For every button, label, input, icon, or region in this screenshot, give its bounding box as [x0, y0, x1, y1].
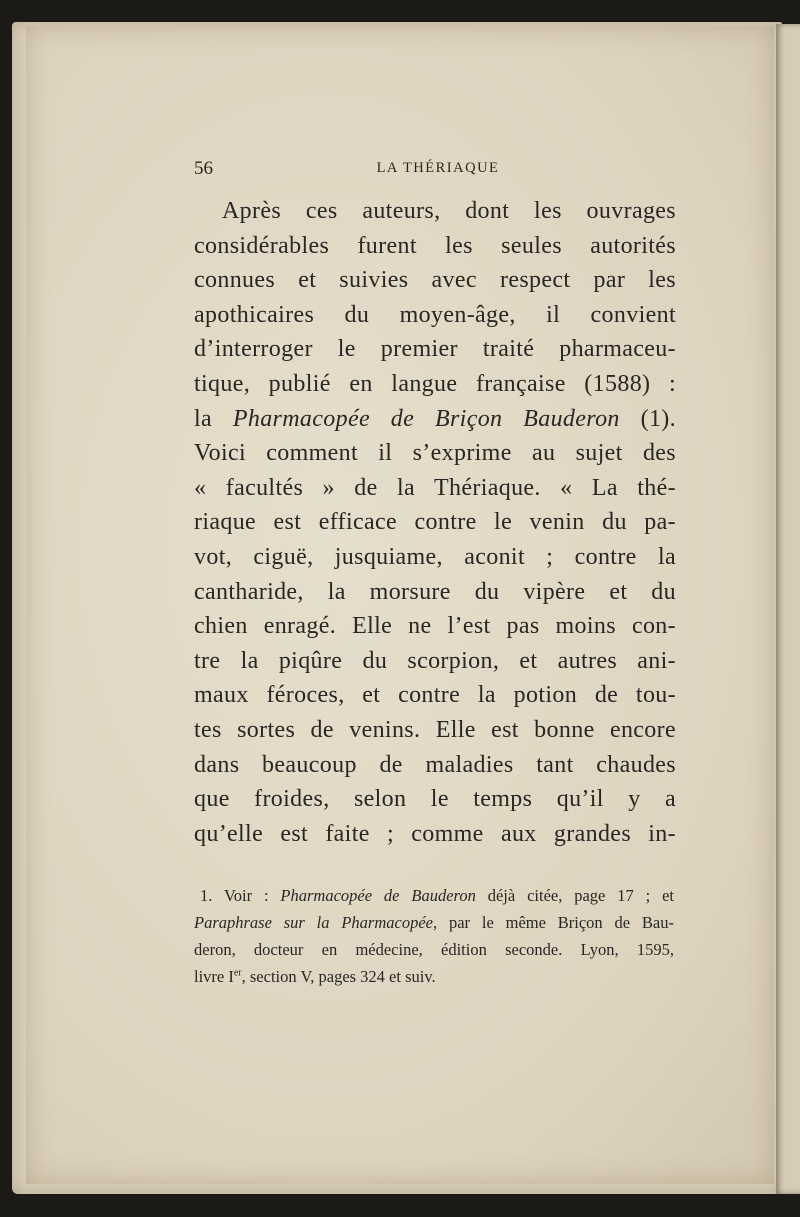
text-line: chien enragé. Elle ne l’est pas moins con-	[194, 613, 676, 640]
text-run: la	[194, 405, 233, 432]
footnote-text: Voir :	[212, 886, 281, 905]
body-text	[194, 194, 676, 851]
footnote-superscript: er	[233, 967, 242, 979]
footnote-line: deron, docteur en médecine, édition seconde. Lyon, 1595,	[194, 940, 674, 959]
facing-page-edge	[776, 24, 800, 1194]
page-title: LA THÉRIAQUE	[376, 160, 500, 176]
text-line: apothicaires du moyen-âge, il convient	[194, 301, 676, 328]
text-line: « facultés » de la Thériaque. « La thé-	[194, 474, 676, 501]
text-line: connues et suivies avec respect par les	[194, 267, 676, 294]
footnote-marker: 1.	[200, 886, 213, 905]
footnote-text: , section V, pages 324 et suiv.	[241, 967, 436, 986]
running-head	[194, 158, 672, 182]
text-line: qu’elle est faite ; comme aux grandes in-	[194, 820, 676, 847]
text-line	[194, 402, 676, 437]
text-line: tes sortes de venins. Elle est bonne encore	[194, 716, 676, 743]
text-line: riaque est efficace contre le venin du pa-	[194, 509, 676, 536]
footnote-line	[194, 882, 674, 909]
text-line: tique, publié en langue française (1588) :	[194, 370, 676, 397]
italic-title: Pharmacopée de Briçon Bauderon	[232, 405, 620, 432]
footnote-text: par le même Briçon de Bau-	[437, 913, 674, 932]
footnote-line	[194, 909, 674, 936]
text-line: d’interroger le premier traité pharmaceu-	[194, 336, 676, 363]
footnote	[194, 882, 674, 990]
page-number: 56	[194, 158, 213, 179]
text-line: vot, ciguë, jusquiame, aconit ; contre la	[194, 543, 676, 570]
text-line: que froides, selon le temps qu’il y a	[194, 786, 676, 813]
text-line: tre la piqûre du scorpion, et autres ani-	[194, 647, 676, 674]
footnote-text: livre I	[194, 967, 234, 986]
footnote-title-italic: Paraphrase sur la Pharmacopée,	[194, 913, 438, 932]
footnote-line	[194, 963, 674, 990]
text-line: maux féroces, et contre la potion de tou-	[194, 682, 676, 709]
text-line: considérables furent les seules autorités	[194, 232, 676, 259]
footnote-title-italic: Pharmacopée de Bauderon	[280, 886, 476, 905]
text-line: cantharide, la morsure du vipère et du	[194, 578, 676, 605]
text-line: Voici comment il s’exprime au sujet des	[194, 440, 676, 467]
text-line: Après ces auteurs, dont les ouvrages	[222, 198, 676, 224]
text-line: dans beaucoup de maladies tant chaudes	[194, 751, 676, 778]
text-run: (1).	[619, 405, 677, 432]
footnote-text: déjà citée, page 17 ; et	[475, 886, 675, 905]
